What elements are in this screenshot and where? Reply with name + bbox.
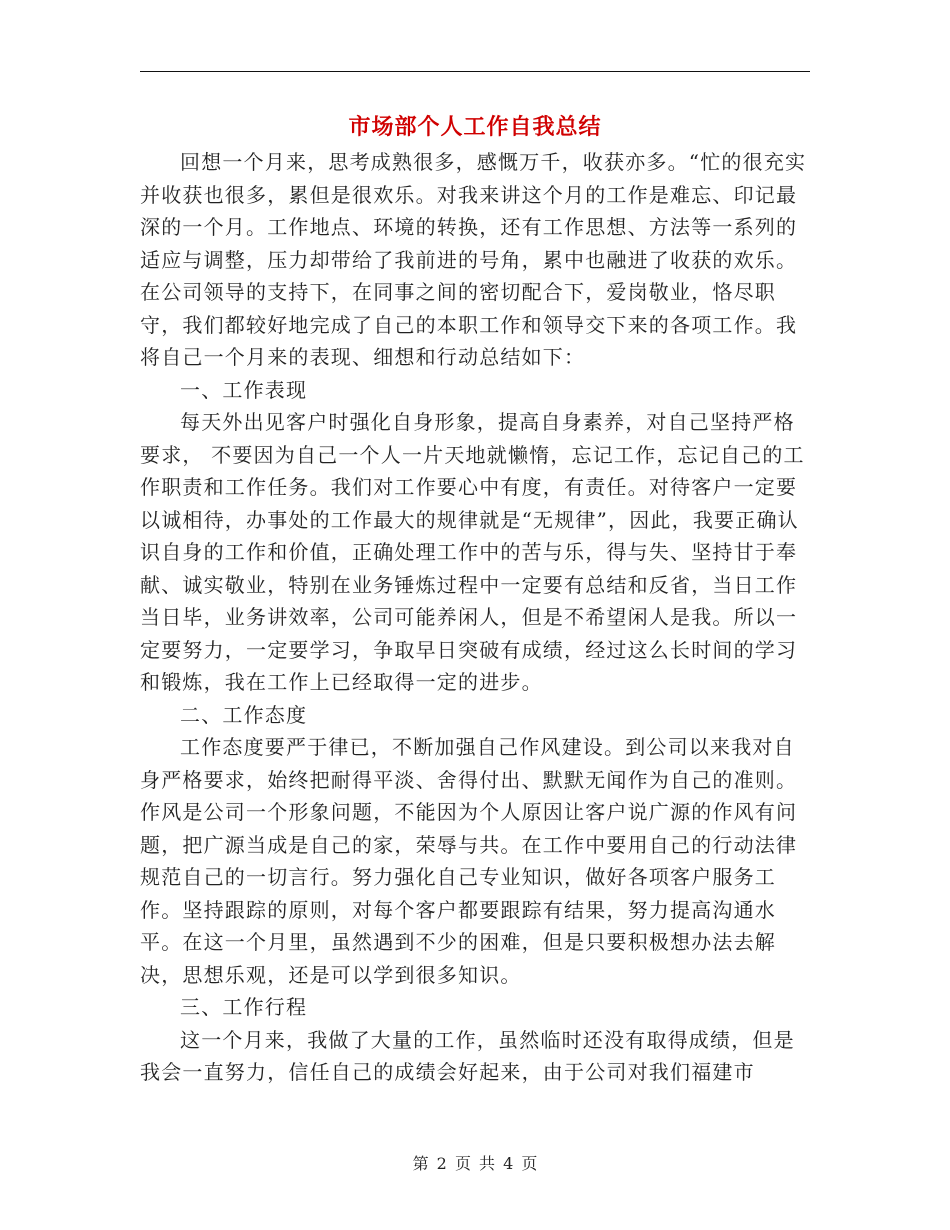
paragraph-work-performance: 每天外出见客户时强化自身形象，提高自身素养，对自己坚持严格要求， 不要因为自己一个人一片天地就懒惰，忘记工作，忘记自己的工作职责和工作任务。我们对工作要心中有度，有责任。对待客户一定要以诚相待，办事处的工作最大的规律就是“无规律”，因此，我要正确认识自身的工作和价值，正确处理工作中的苦与乐，得与失、坚持甘于奉献、诚实敬业，特别在业务锤炼过程中一定要有总结和反省，当日工作当日毕，业务讲效率，公司可能养闲人，但是不希望闲人是我。所以一定要努力，一定要学习，争取早日突破有成绩，经过这么长时间的学习和锻炼，我在工作上已经取得一定的进步。 [140,410,805,694]
paragraph-work-attitude: 工作态度要严于律已，不断加强自己作风建设。到公司以来我对自身严格要求，始终把耐得平淡、舍得付出、默默无闻作为自己的准则。作风是公司一个形象问题，不能因为个人原因让客户说广源的作风有问题，把广源当成是自己的家，荣辱与共。在工作中要用自己的行动法律规范自己的一切言行。努力强化自己专业知识，做好各项客户服务工作。坚持跟踪的原则，对每个客户都要跟踪有结果，努力提高沟通水平。在这一个月里，虽然遇到不少的困难，但是只要积极想办法去解决，思想乐观，还是可以学到很多知识。 [140,735,798,987]
document-title: 市场部个人工作自我总结 [348,114,602,140]
section-heading-work-performance: 一、工作表现 [180,377,308,402]
section-heading-work-attitude: 二、工作态度 [180,702,308,727]
page-footer: 第 2 页 共 4 页 [412,1154,538,1173]
paragraph-work-itinerary: 这一个月来，我做了大量的工作，虽然临时还没有取得成绩，但是我会一直努力，信任自己的成绩会好起来，由于公司对我们福建市 [140,1027,795,1084]
paragraph-intro: 回想一个月来，思考成熟很多，感慨万千，收获亦多。“忙的很充实并收获也很多，累但是很欢乐。对我来讲这个月的工作是难忘、印记最深的一个月。工作地点、环境的转换，还有工作思想、方法等一系列的适应与调整，压力却带给了我前进的号角，累中也融进了收获的欢乐。在公司领导的支持下，在同事之间的密切配合下，爱岗敬业，恪尽职守，我们都较好地完成了自己的本职工作和领导交下来的各项工作。我将自己一个月来的表现、细想和行动总结如下： [140,150,807,369]
header-rule [140,71,810,72]
section-heading-work-itinerary: 三、工作行程 [180,995,308,1019]
document-body [140,146,810,1089]
